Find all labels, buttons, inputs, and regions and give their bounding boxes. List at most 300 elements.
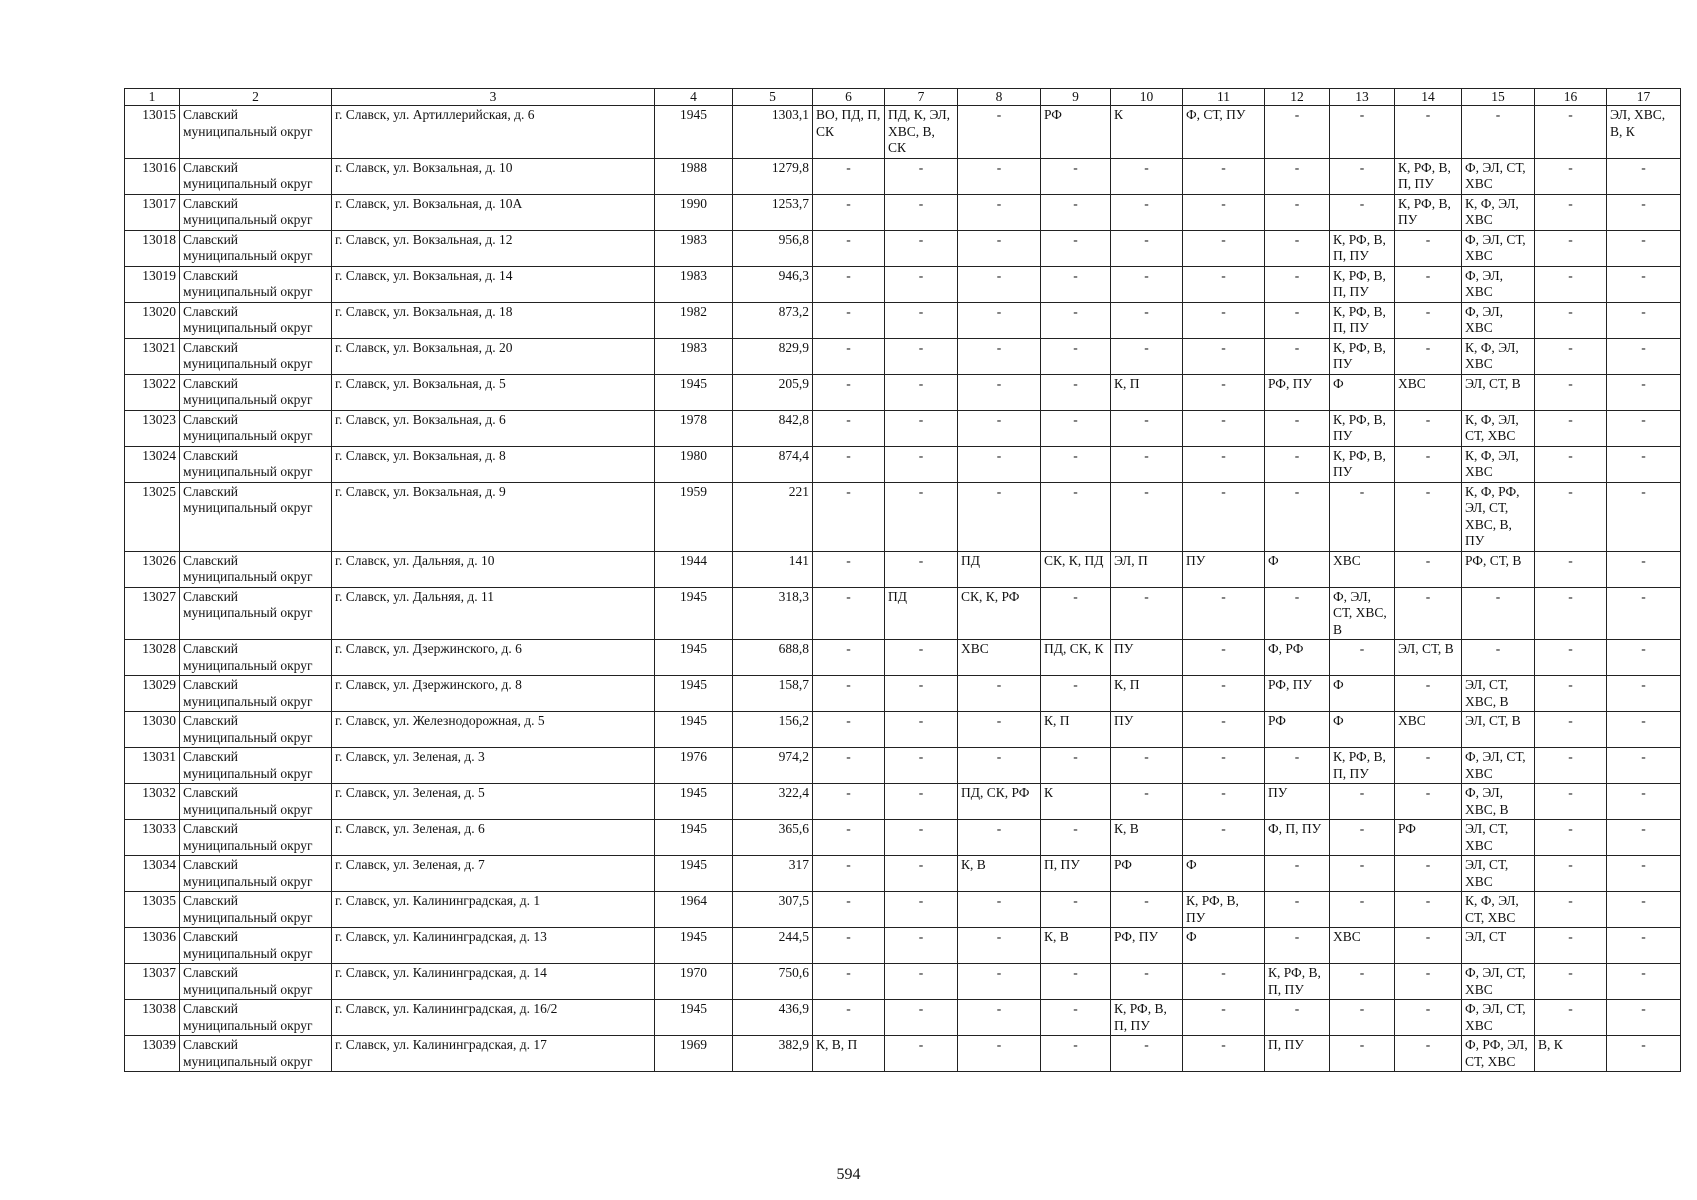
- cell-col-11: -: [1183, 158, 1265, 194]
- cell-col-16: -: [1535, 712, 1607, 748]
- cell-area: 158,7: [733, 676, 813, 712]
- cell-col-8: ПД, СК, РФ: [958, 784, 1041, 820]
- cell-col-17: -: [1607, 928, 1681, 964]
- cell-col-11: -: [1183, 820, 1265, 856]
- cell-col-6: -: [813, 892, 885, 928]
- cell-col-12: -: [1265, 410, 1330, 446]
- cell-col-7: -: [885, 784, 958, 820]
- cell-col-12: -: [1265, 587, 1330, 640]
- table-row: [125, 302, 1681, 338]
- table-row: [125, 194, 1681, 230]
- cell-col-11: -: [1183, 338, 1265, 374]
- cell-year: 1964: [655, 892, 733, 928]
- cell-municipality: Славский муниципальный округ: [180, 1036, 332, 1072]
- cell-col-9: -: [1041, 748, 1111, 784]
- cell-record-number: 13015: [125, 106, 180, 159]
- cell-area: 141: [733, 551, 813, 587]
- cell-col-9: -: [1041, 266, 1111, 302]
- cell-col-16: -: [1535, 302, 1607, 338]
- cell-area: 382,9: [733, 1036, 813, 1072]
- cell-col-14: -: [1395, 748, 1462, 784]
- cell-col-10: -: [1111, 892, 1183, 928]
- cell-col-13: -: [1330, 820, 1395, 856]
- cell-col-16: -: [1535, 856, 1607, 892]
- cell-col-6: -: [813, 587, 885, 640]
- cell-col-10: -: [1111, 338, 1183, 374]
- column-header-12: 12: [1265, 89, 1330, 106]
- cell-col-14: К, РФ, В, П, ПУ: [1395, 158, 1462, 194]
- cell-col-8: -: [958, 1036, 1041, 1072]
- cell-municipality: Славский муниципальный округ: [180, 551, 332, 587]
- column-header-1: 1: [125, 89, 180, 106]
- cell-col-16: -: [1535, 158, 1607, 194]
- cell-col-14: -: [1395, 410, 1462, 446]
- column-header-4: 4: [655, 89, 733, 106]
- cell-col-17: -: [1607, 482, 1681, 551]
- table-row: [125, 712, 1681, 748]
- cell-col-11: -: [1183, 784, 1265, 820]
- cell-year: 1945: [655, 374, 733, 410]
- cell-municipality: Славский муниципальный округ: [180, 194, 332, 230]
- cell-col-8: -: [958, 676, 1041, 712]
- cell-col-7: -: [885, 410, 958, 446]
- cell-col-11: -: [1183, 374, 1265, 410]
- cell-col-15: -: [1462, 640, 1535, 676]
- cell-col-12: Ф, РФ: [1265, 640, 1330, 676]
- cell-col-15: Ф, ЭЛ, ХВС: [1462, 302, 1535, 338]
- cell-col-13: К, РФ, В, П, ПУ: [1330, 266, 1395, 302]
- cell-col-8: -: [958, 302, 1041, 338]
- cell-col-10: К: [1111, 106, 1183, 159]
- cell-col-6: -: [813, 482, 885, 551]
- table-row: [125, 892, 1681, 928]
- cell-record-number: 13028: [125, 640, 180, 676]
- cell-col-15: К, Ф, ЭЛ, СТ, ХВС: [1462, 410, 1535, 446]
- cell-col-9: -: [1041, 587, 1111, 640]
- cell-col-6: ВО, ПД, П, СК: [813, 106, 885, 159]
- cell-area: 365,6: [733, 820, 813, 856]
- cell-col-12: -: [1265, 158, 1330, 194]
- cell-address: г. Славск, ул. Артиллерийская, д. 6: [332, 106, 655, 159]
- cell-record-number: 13021: [125, 338, 180, 374]
- cell-col-8: -: [958, 482, 1041, 551]
- column-header-10: 10: [1111, 89, 1183, 106]
- cell-col-7: -: [885, 640, 958, 676]
- cell-col-9: -: [1041, 1000, 1111, 1036]
- cell-col-17: -: [1607, 856, 1681, 892]
- cell-col-11: -: [1183, 1000, 1265, 1036]
- cell-year: 1959: [655, 482, 733, 551]
- cell-area: 874,4: [733, 446, 813, 482]
- cell-area: 842,8: [733, 410, 813, 446]
- cell-col-10: ПУ: [1111, 640, 1183, 676]
- cell-col-11: -: [1183, 230, 1265, 266]
- cell-col-12: РФ, ПУ: [1265, 676, 1330, 712]
- cell-col-16: -: [1535, 230, 1607, 266]
- cell-col-11: Ф: [1183, 928, 1265, 964]
- cell-col-13: К, РФ, В, ПУ: [1330, 446, 1395, 482]
- cell-col-10: -: [1111, 194, 1183, 230]
- cell-col-6: -: [813, 338, 885, 374]
- table-row: [125, 964, 1681, 1000]
- cell-col-17: -: [1607, 964, 1681, 1000]
- cell-col-8: К, В: [958, 856, 1041, 892]
- column-header-14: 14: [1395, 89, 1462, 106]
- cell-col-9: -: [1041, 482, 1111, 551]
- cell-col-13: Ф: [1330, 374, 1395, 410]
- column-header-7: 7: [885, 89, 958, 106]
- cell-record-number: 13018: [125, 230, 180, 266]
- cell-col-17: -: [1607, 1000, 1681, 1036]
- cell-col-6: -: [813, 446, 885, 482]
- table-row: [125, 748, 1681, 784]
- cell-col-10: К, П: [1111, 676, 1183, 712]
- cell-year: 1980: [655, 446, 733, 482]
- cell-col-14: -: [1395, 551, 1462, 587]
- cell-record-number: 13027: [125, 587, 180, 640]
- cell-col-13: -: [1330, 158, 1395, 194]
- cell-col-15: Ф, ЭЛ, ХВС, В: [1462, 784, 1535, 820]
- cell-col-16: -: [1535, 446, 1607, 482]
- cell-col-16: -: [1535, 1000, 1607, 1036]
- cell-col-12: РФ: [1265, 712, 1330, 748]
- cell-col-10: -: [1111, 482, 1183, 551]
- cell-col-8: ПД: [958, 551, 1041, 587]
- cell-col-17: -: [1607, 820, 1681, 856]
- cell-address: г. Славск, ул. Вокзальная, д. 8: [332, 446, 655, 482]
- cell-address: г. Славск, ул. Калининградская, д. 1: [332, 892, 655, 928]
- cell-col-8: -: [958, 446, 1041, 482]
- cell-col-11: -: [1183, 748, 1265, 784]
- cell-col-15: Ф, ЭЛ, СТ, ХВС: [1462, 230, 1535, 266]
- cell-col-6: -: [813, 640, 885, 676]
- cell-year: 1945: [655, 928, 733, 964]
- cell-col-8: -: [958, 230, 1041, 266]
- cell-col-14: -: [1395, 446, 1462, 482]
- cell-col-15: К, Ф, ЭЛ, СТ, ХВС: [1462, 892, 1535, 928]
- cell-address: г. Славск, ул. Зеленая, д. 5: [332, 784, 655, 820]
- cell-col-13: -: [1330, 856, 1395, 892]
- cell-col-14: -: [1395, 928, 1462, 964]
- cell-col-8: -: [958, 374, 1041, 410]
- table-row: [125, 106, 1681, 159]
- cell-col-14: -: [1395, 784, 1462, 820]
- cell-col-7: -: [885, 158, 958, 194]
- cell-col-14: -: [1395, 266, 1462, 302]
- cell-col-13: -: [1330, 106, 1395, 159]
- cell-col-7: -: [885, 446, 958, 482]
- cell-col-9: -: [1041, 1036, 1111, 1072]
- cell-col-15: -: [1462, 106, 1535, 159]
- cell-year: 1983: [655, 266, 733, 302]
- cell-col-17: -: [1607, 892, 1681, 928]
- table-row: [125, 158, 1681, 194]
- cell-col-9: -: [1041, 374, 1111, 410]
- cell-col-12: РФ, ПУ: [1265, 374, 1330, 410]
- cell-area: 750,6: [733, 964, 813, 1000]
- page-number: 594: [836, 1166, 861, 1183]
- table-row: [125, 587, 1681, 640]
- cell-col-17: -: [1607, 194, 1681, 230]
- cell-col-10: -: [1111, 748, 1183, 784]
- cell-area: 221: [733, 482, 813, 551]
- cell-municipality: Славский муниципальный округ: [180, 820, 332, 856]
- cell-col-10: -: [1111, 784, 1183, 820]
- cell-col-9: К, П: [1041, 712, 1111, 748]
- cell-col-15: ЭЛ, СТ, ХВС: [1462, 820, 1535, 856]
- cell-address: г. Славск, ул. Вокзальная, д. 5: [332, 374, 655, 410]
- cell-col-15: К, Ф, ЭЛ, ХВС: [1462, 194, 1535, 230]
- cell-col-12: Ф: [1265, 551, 1330, 587]
- table-row: [125, 374, 1681, 410]
- cell-record-number: 13023: [125, 410, 180, 446]
- column-header-11: 11: [1183, 89, 1265, 106]
- cell-year: 1945: [655, 106, 733, 159]
- cell-col-13: ХВС: [1330, 551, 1395, 587]
- cell-address: г. Славск, ул. Калининградская, д. 17: [332, 1036, 655, 1072]
- cell-col-11: ПУ: [1183, 551, 1265, 587]
- cell-col-15: РФ, СТ, В: [1462, 551, 1535, 587]
- cell-col-11: -: [1183, 482, 1265, 551]
- cell-col-15: ЭЛ, СТ, В: [1462, 712, 1535, 748]
- cell-record-number: 13017: [125, 194, 180, 230]
- cell-address: г. Славск, ул. Вокзальная, д. 18: [332, 302, 655, 338]
- cell-col-10: -: [1111, 587, 1183, 640]
- cell-col-8: -: [958, 158, 1041, 194]
- cell-col-6: -: [813, 302, 885, 338]
- cell-col-15: Ф, ЭЛ, СТ, ХВС: [1462, 964, 1535, 1000]
- cell-municipality: Славский муниципальный округ: [180, 302, 332, 338]
- cell-col-9: -: [1041, 158, 1111, 194]
- cell-col-13: -: [1330, 640, 1395, 676]
- cell-col-11: -: [1183, 640, 1265, 676]
- cell-municipality: Славский муниципальный округ: [180, 784, 332, 820]
- cell-col-16: -: [1535, 676, 1607, 712]
- cell-col-11: -: [1183, 676, 1265, 712]
- cell-col-15: Ф, ЭЛ, СТ, ХВС: [1462, 158, 1535, 194]
- cell-col-7: -: [885, 374, 958, 410]
- cell-col-17: -: [1607, 1036, 1681, 1072]
- cell-col-8: -: [958, 928, 1041, 964]
- column-header-5: 5: [733, 89, 813, 106]
- table-row: [125, 640, 1681, 676]
- table-row: [125, 410, 1681, 446]
- cell-col-12: -: [1265, 446, 1330, 482]
- table-row: [125, 266, 1681, 302]
- cell-col-11: -: [1183, 1036, 1265, 1072]
- cell-col-17: -: [1607, 712, 1681, 748]
- table-row: [125, 482, 1681, 551]
- cell-col-15: ЭЛ, СТ, ХВС: [1462, 856, 1535, 892]
- cell-col-7: -: [885, 1036, 958, 1072]
- cell-col-6: -: [813, 928, 885, 964]
- cell-address: г. Славск, ул. Вокзальная, д. 10А: [332, 194, 655, 230]
- cell-area: 873,2: [733, 302, 813, 338]
- cell-col-16: -: [1535, 587, 1607, 640]
- cell-area: 317: [733, 856, 813, 892]
- cell-col-10: -: [1111, 230, 1183, 266]
- cell-record-number: 13037: [125, 964, 180, 1000]
- cell-col-14: ЭЛ, СТ, В: [1395, 640, 1462, 676]
- cell-col-8: -: [958, 712, 1041, 748]
- cell-col-13: К, РФ, В, ПУ: [1330, 338, 1395, 374]
- cell-col-8: ХВС: [958, 640, 1041, 676]
- cell-address: г. Славск, ул. Дальняя, д. 10: [332, 551, 655, 587]
- table-row: [125, 928, 1681, 964]
- cell-col-15: К, Ф, ЭЛ, ХВС: [1462, 338, 1535, 374]
- cell-col-10: РФ, ПУ: [1111, 928, 1183, 964]
- column-header-17: 17: [1607, 89, 1681, 106]
- data-table: [124, 88, 1681, 1072]
- cell-col-14: РФ: [1395, 820, 1462, 856]
- cell-col-15: Ф, РФ, ЭЛ, СТ, ХВС: [1462, 1036, 1535, 1072]
- cell-col-8: -: [958, 1000, 1041, 1036]
- cell-col-10: -: [1111, 1036, 1183, 1072]
- table-header: [125, 89, 1681, 106]
- cell-col-16: -: [1535, 640, 1607, 676]
- cell-col-6: -: [813, 712, 885, 748]
- cell-year: 1944: [655, 551, 733, 587]
- cell-col-7: ПД, К, ЭЛ, ХВС, В, СК: [885, 106, 958, 159]
- cell-municipality: Славский муниципальный округ: [180, 106, 332, 159]
- cell-col-7: -: [885, 748, 958, 784]
- cell-col-17: -: [1607, 338, 1681, 374]
- cell-record-number: 13032: [125, 784, 180, 820]
- cell-col-9: -: [1041, 892, 1111, 928]
- cell-year: 1990: [655, 194, 733, 230]
- cell-col-9: -: [1041, 820, 1111, 856]
- cell-address: г. Славск, ул. Зеленая, д. 6: [332, 820, 655, 856]
- cell-col-10: -: [1111, 410, 1183, 446]
- cell-col-16: -: [1535, 928, 1607, 964]
- cell-year: 1969: [655, 1036, 733, 1072]
- cell-record-number: 13035: [125, 892, 180, 928]
- cell-col-6: -: [813, 1000, 885, 1036]
- cell-area: 946,3: [733, 266, 813, 302]
- column-header-9: 9: [1041, 89, 1111, 106]
- cell-col-14: -: [1395, 338, 1462, 374]
- cell-col-10: ПУ: [1111, 712, 1183, 748]
- cell-col-11: -: [1183, 302, 1265, 338]
- cell-municipality: Славский муниципальный округ: [180, 266, 332, 302]
- cell-col-7: -: [885, 338, 958, 374]
- cell-col-13: -: [1330, 1036, 1395, 1072]
- cell-col-8: -: [958, 892, 1041, 928]
- cell-record-number: 13033: [125, 820, 180, 856]
- cell-address: г. Славск, ул. Вокзальная, д. 14: [332, 266, 655, 302]
- cell-col-11: Ф: [1183, 856, 1265, 892]
- cell-col-13: К, РФ, В, П, ПУ: [1330, 302, 1395, 338]
- cell-area: 244,5: [733, 928, 813, 964]
- column-header-6: 6: [813, 89, 885, 106]
- cell-municipality: Славский муниципальный округ: [180, 587, 332, 640]
- cell-col-6: К, В, П: [813, 1036, 885, 1072]
- column-header-2: 2: [180, 89, 332, 106]
- cell-col-9: СК, К, ПД: [1041, 551, 1111, 587]
- cell-col-15: ЭЛ, СТ, В: [1462, 374, 1535, 410]
- cell-area: 205,9: [733, 374, 813, 410]
- cell-col-9: ПД, СК, К: [1041, 640, 1111, 676]
- cell-col-10: РФ: [1111, 856, 1183, 892]
- cell-col-6: -: [813, 158, 885, 194]
- cell-col-10: К, В: [1111, 820, 1183, 856]
- cell-col-11: -: [1183, 194, 1265, 230]
- cell-col-13: -: [1330, 892, 1395, 928]
- cell-col-7: -: [885, 892, 958, 928]
- cell-col-11: -: [1183, 712, 1265, 748]
- cell-record-number: 13016: [125, 158, 180, 194]
- cell-col-7: -: [885, 230, 958, 266]
- cell-col-6: -: [813, 230, 885, 266]
- cell-col-6: -: [813, 374, 885, 410]
- cell-col-11: -: [1183, 587, 1265, 640]
- column-header-13: 13: [1330, 89, 1395, 106]
- cell-col-7: -: [885, 482, 958, 551]
- column-header-16: 16: [1535, 89, 1607, 106]
- cell-col-15: -: [1462, 587, 1535, 640]
- cell-col-16: -: [1535, 410, 1607, 446]
- cell-record-number: 13024: [125, 446, 180, 482]
- cell-col-9: -: [1041, 230, 1111, 266]
- cell-address: г. Славск, ул. Зеленая, д. 7: [332, 856, 655, 892]
- table-row: [125, 784, 1681, 820]
- cell-col-14: -: [1395, 1000, 1462, 1036]
- cell-record-number: 13025: [125, 482, 180, 551]
- cell-col-12: Ф, П, ПУ: [1265, 820, 1330, 856]
- cell-col-12: -: [1265, 892, 1330, 928]
- cell-col-6: -: [813, 551, 885, 587]
- table-row: [125, 446, 1681, 482]
- cell-col-12: -: [1265, 194, 1330, 230]
- cell-col-7: -: [885, 964, 958, 1000]
- cell-col-8: -: [958, 266, 1041, 302]
- cell-col-8: -: [958, 106, 1041, 159]
- cell-col-14: -: [1395, 106, 1462, 159]
- cell-col-13: ХВС: [1330, 928, 1395, 964]
- cell-col-16: -: [1535, 892, 1607, 928]
- cell-col-7: -: [885, 551, 958, 587]
- cell-col-16: В, К: [1535, 1036, 1607, 1072]
- cell-record-number: 13020: [125, 302, 180, 338]
- cell-municipality: Славский муниципальный округ: [180, 158, 332, 194]
- cell-col-17: -: [1607, 302, 1681, 338]
- cell-col-9: К, В: [1041, 928, 1111, 964]
- cell-municipality: Славский муниципальный округ: [180, 892, 332, 928]
- cell-area: 307,5: [733, 892, 813, 928]
- cell-col-11: К, РФ, В, ПУ: [1183, 892, 1265, 928]
- cell-col-7: ПД: [885, 587, 958, 640]
- cell-year: 1945: [655, 856, 733, 892]
- cell-year: 1945: [655, 640, 733, 676]
- cell-address: г. Славск, ул. Дзержинского, д. 8: [332, 676, 655, 712]
- cell-municipality: Славский муниципальный округ: [180, 338, 332, 374]
- cell-col-13: Ф: [1330, 712, 1395, 748]
- cell-area: 688,8: [733, 640, 813, 676]
- cell-col-17: -: [1607, 551, 1681, 587]
- cell-col-11: -: [1183, 410, 1265, 446]
- cell-address: г. Славск, ул. Дзержинского, д. 6: [332, 640, 655, 676]
- cell-record-number: 13034: [125, 856, 180, 892]
- cell-col-14: ХВС: [1395, 712, 1462, 748]
- table-row: [125, 820, 1681, 856]
- cell-col-9: -: [1041, 410, 1111, 446]
- cell-col-6: -: [813, 748, 885, 784]
- cell-col-17: -: [1607, 640, 1681, 676]
- cell-col-9: -: [1041, 302, 1111, 338]
- cell-municipality: Славский муниципальный округ: [180, 1000, 332, 1036]
- cell-col-7: -: [885, 302, 958, 338]
- cell-address: г. Славск, ул. Калининградская, д. 16/2: [332, 1000, 655, 1036]
